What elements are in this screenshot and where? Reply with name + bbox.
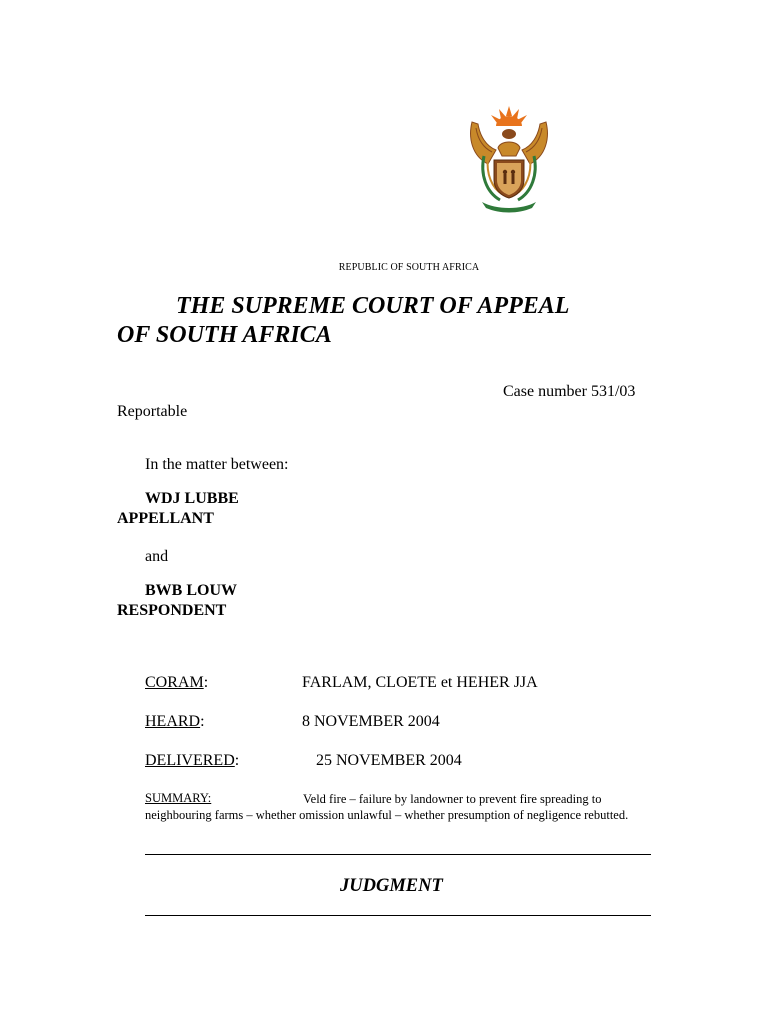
coram-label: CORAM <box>145 674 204 691</box>
republic-heading: REPUBLIC OF SOUTH AFRICA <box>338 262 480 273</box>
heard-label: HEARD <box>145 713 201 730</box>
divider-bottom <box>145 915 651 916</box>
summary-text: Veld fire – failure by landowner to prevent fire spreading to neighbouring farms – whether omission unlawful – whether presumption of negligence rebutted. <box>145 792 629 822</box>
court-title-line2: OF SOUTH AFRICA <box>117 322 332 348</box>
reportable-label: Reportable <box>117 403 188 420</box>
delivered-colon: : <box>234 752 240 769</box>
matter-intro: In the matter between: <box>145 456 289 473</box>
appellant-name: WDJ LUBBE <box>145 490 239 507</box>
coram-value: FARLAM, CLOETE et HEHER JJA <box>302 674 538 691</box>
coram-label-row <box>145 674 208 692</box>
delivered-label-row <box>145 752 239 770</box>
coram-colon: : <box>203 674 209 691</box>
respondent-role: RESPONDENT <box>117 602 227 619</box>
delivered-label: DELIVERED <box>145 752 235 769</box>
heard-label-row <box>145 713 205 731</box>
judgment-title: JUDGMENT <box>340 876 443 896</box>
delivered-value: 25 NOVEMBER 2004 <box>316 752 462 769</box>
heard-colon: : <box>200 713 205 730</box>
coat-of-arms-icon <box>466 104 552 214</box>
appellant-role: APPELLANT <box>117 510 214 527</box>
divider-top <box>145 854 651 855</box>
summary-label: SUMMARY: <box>145 791 212 805</box>
court-title-line1: THE SUPREME COURT OF APPEAL <box>176 293 570 319</box>
party-conjunction: and <box>145 548 169 565</box>
respondent-name: BWB LOUW <box>145 582 238 599</box>
heard-value: 8 NOVEMBER 2004 <box>302 713 440 730</box>
case-number: Case number 531/03 <box>503 383 636 400</box>
